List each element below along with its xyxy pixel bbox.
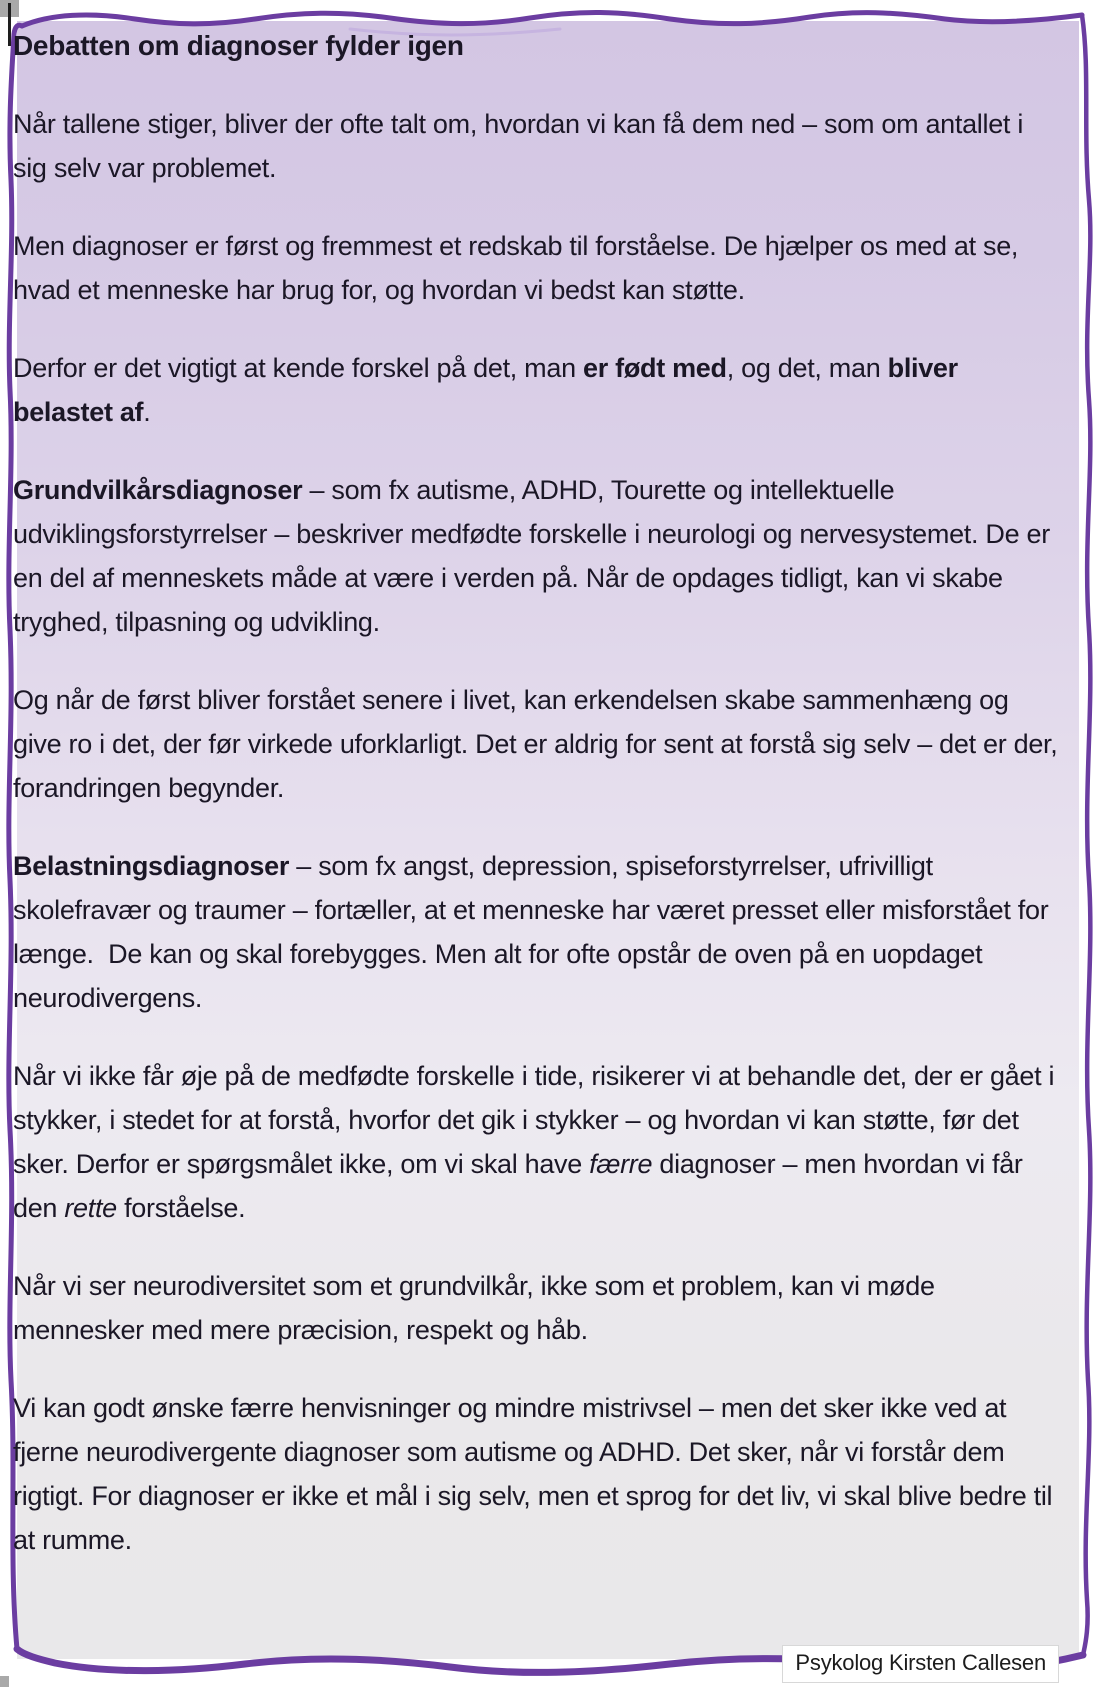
article-text [13,24,1065,1596]
selection-handle-bottom-left [0,1676,9,1687]
paragraph-belastningsdiagnoser: Belastningsdiagnoser – som fx angst, depression, spiseforstyrrelser, ufrivilligt skolefravær og traumer – fortæller, at et menneske har været presset eller misforstået for længe. De kan og skal forebygges. Men alt for ofte opstår de oven på en uopdaget neurodivergens. [13,851,1056,1013]
paragraph-tallene-stiger: Når tallene stiger, bliver der ofte talt om, hvordan vi kan få dem ned – som om antallet i sig selv var problemet. [13,109,1031,183]
paragraph-grundvilkaarsdiagnoser: Grundvilkårsdiagnoser – som fx autisme, ADHD, Tourette og intellektuelle udviklingsforstyrrelser – beskriver medfødte forskelle i neurologi og nervesystemet. De er en del af menneskets måde at være i verden på. Når de opdages tidligt, kan vi skabe tryghed, tilpasning og udvikling. [13,475,1058,637]
paragraph-kende-forskel: Derfor er det vigtigt at kende forskel på det, man er født med, og det, man bliver belastet af. [13,353,966,427]
paragraph-forstaaet-senere: Og når de først bliver forstået senere i livet, kan erkendelsen skabe sammenhæng og give ro i det, der før virkede uforklarligt. Det er aldrig for sent at forstå sig selv – det er der, forandringen begynder. [13,685,1065,803]
paragraph-diagnoser-redskab: Men diagnoser er først og fremmest et redskab til forståelse. De hjælper os med at se, hvad et menneske har brug for, og hvordan vi bedst kan støtte. [13,231,1026,305]
paragraph-faerre-henvisninger: Vi kan godt ønske færre henvisninger og mindre mistrivsel – men det sker ikke ved at fjerne neurodivergente diagnoser som autisme og ADHD. Det sker, når vi forstår dem rigtigt. For diagnoser er ikke et mål i sig selv, men et sprog for det liv, vi skal blive bedre til at rumme. [13,1393,1060,1555]
border-right-edge [1082,15,1090,1655]
paragraph-medfoedte-forskelle: Når vi ikke får øje på de medfødte forskelle i tide, risikerer vi at behandle det, der er gået i stykker, i stedet for at forstå, hvorfor det gik i stykker – og hvordan vi kan støtte, før det sker. Derfor er spørgsmålet ikke, om vi skal have færre diagnoser – men hvordan vi får den rette forståelse. [13,1061,1062,1223]
article-heading: Debatten om diagnoser fylder igen [13,30,464,61]
paragraph-neurodiversitet-grundvilkaar: Når vi ser neurodiversitet som et grundvilkår, ikke som et problem, kan vi møde mennesker med mere præcision, respekt og håb. [13,1271,942,1345]
cursor-tick-mark [8,3,11,46]
author-credit: Psykolog Kirsten Callesen [782,1645,1059,1683]
